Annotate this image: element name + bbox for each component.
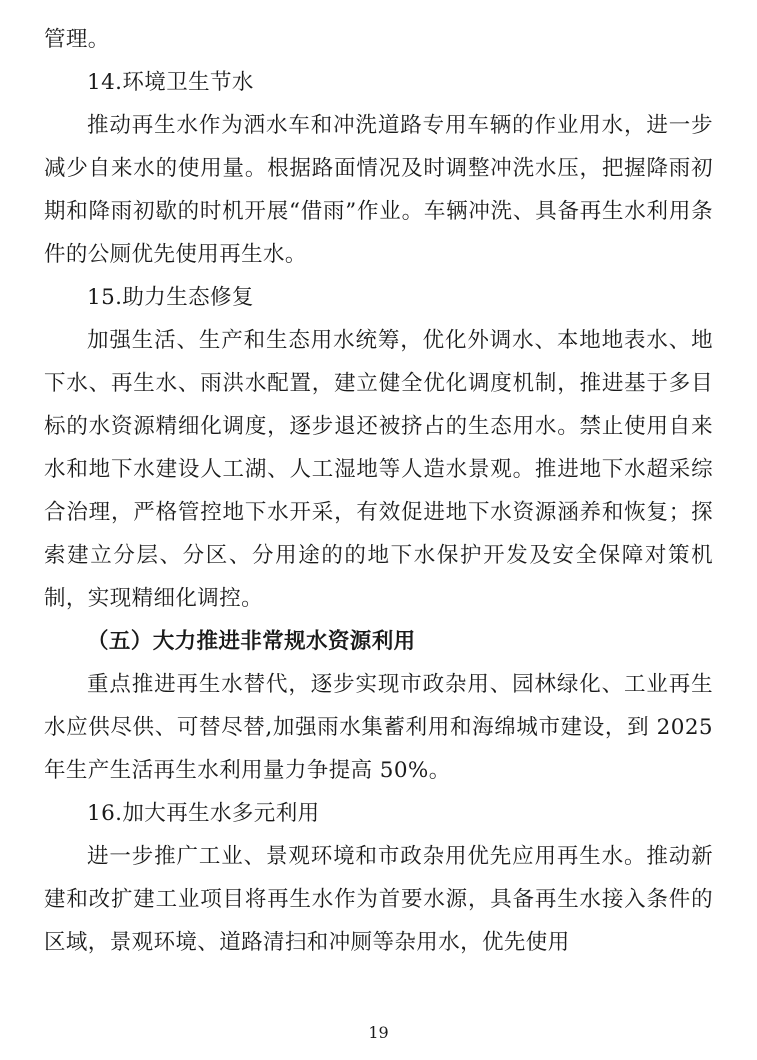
section-heading-14: 14.环境卫生节水: [87, 70, 254, 95]
paragraph-continuation: 管理。: [44, 27, 110, 52]
section-heading-15: 15.助力生态修复: [87, 285, 254, 310]
paragraph-14-body: 推动再生水作为洒水车和冲洗道路专用车辆的作业用水，进一步减少自来水的使用量。根据路面情况及时调整冲洗水压，把握降雨初期和降雨初歇的时机开展“借雨”作业。车辆冲洗、具备再生水利用条件的公厕优先使用再生水。: [44, 113, 713, 267]
paragraph-15-body: 加强生活、生产和生态用水统筹，优化外调水、本地地表水、地下水、再生水、雨洪水配置，建立健全优化调度机制，推进基于多目标的水资源精细化调度，逐步退还被挤占的生态用水。禁止使用自来水和地下水建设人工湖、人工湿地等人造水景观。推进地下水超采综合治理，严格管控地下水开采，有效促进地下水资源涵养和恢复；探索建立分层、分区、分用途的的地下水保护开发及安全保障对策机制，实现精细化调控。: [44, 328, 713, 611]
document-body: [44, 18, 713, 964]
section-heading-16: 16.加大再生水多元利用: [87, 801, 320, 826]
paragraph-16-body: 进一步推广工业、景观环境和市政杂用优先应用再生水。推动新建和改扩建工业项目将再生水作为首要水源，具备再生水接入条件的区域，景观环境、道路清扫和冲厕等杂用水，优先使用: [44, 844, 713, 955]
section-heading-five: （五）大力推进非常规水资源利用: [87, 629, 416, 654]
paragraph-five-body: 重点推进再生水替代，逐步实现市政杂用、园林绿化、工业再生水应供尽供、可替尽替,加强雨水集蓄利用和海绵城市建设，到 2025 年生产生活再生水利用量力争提高 50%。: [44, 672, 713, 783]
page-number: 19: [368, 1023, 389, 1042]
